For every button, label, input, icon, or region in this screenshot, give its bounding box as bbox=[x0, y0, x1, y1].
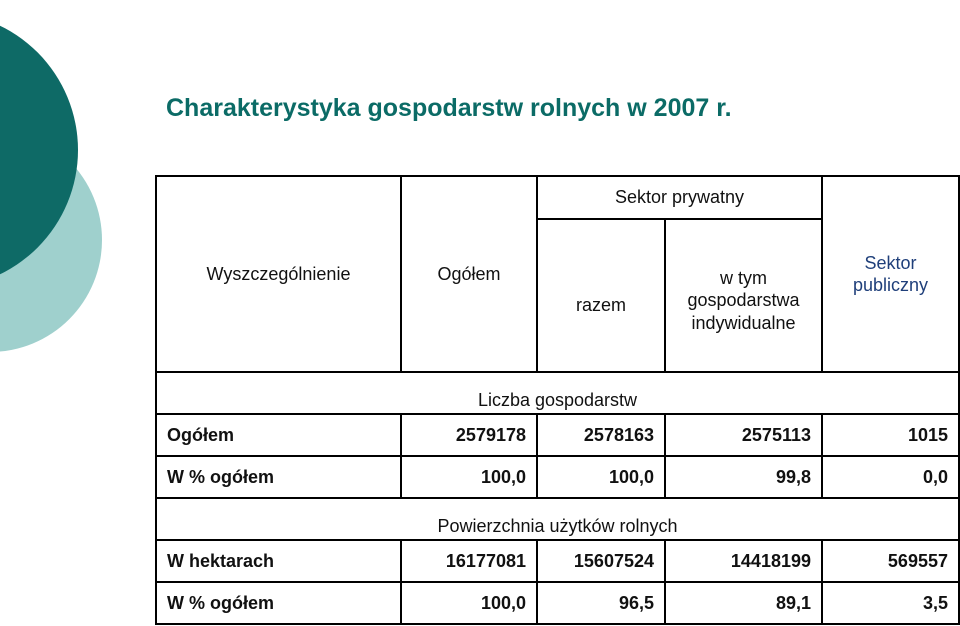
cell-publiczny: 3,5 bbox=[822, 582, 959, 624]
cell-publiczny: 1015 bbox=[822, 414, 959, 456]
cell-indywidualne: 89,1 bbox=[665, 582, 822, 624]
row-label: Ogółem bbox=[156, 414, 401, 456]
header-w-tym-gospodarstwa-indywidualne bbox=[665, 219, 822, 372]
header-w-tym-text: w tym gospodarstwa indywidualne bbox=[687, 267, 800, 333]
table-row bbox=[156, 582, 959, 624]
header-sektor-prywatny: Sektor prywatny bbox=[537, 176, 822, 219]
cell-publiczny: 569557 bbox=[822, 540, 959, 582]
cell-ogolem: 100,0 bbox=[401, 456, 537, 498]
cell-indywidualne: 2575113 bbox=[665, 414, 822, 456]
row-label: W % ogółem bbox=[156, 456, 401, 498]
header-sektor-publiczny bbox=[822, 176, 959, 372]
cell-razem: 15607524 bbox=[537, 540, 665, 582]
header-razem: razem bbox=[537, 219, 665, 372]
table-row bbox=[156, 540, 959, 582]
header-wyszczegolnienie: Wyszczególnienie bbox=[156, 176, 401, 372]
header-sektor-publiczny-text: Sektor publiczny bbox=[852, 252, 929, 295]
cell-indywidualne: 99,8 bbox=[665, 456, 822, 498]
cell-ogolem: 2579178 bbox=[401, 414, 537, 456]
farm-statistics-table bbox=[155, 175, 960, 625]
cell-ogolem: 100,0 bbox=[401, 582, 537, 624]
cell-razem: 2578163 bbox=[537, 414, 665, 456]
row-label: W % ogółem bbox=[156, 582, 401, 624]
cell-razem: 96,5 bbox=[537, 582, 665, 624]
decorative-circles bbox=[0, 0, 110, 380]
cell-indywidualne: 14418199 bbox=[665, 540, 822, 582]
table-row bbox=[156, 456, 959, 498]
page-title: Charakterystyka gospodarstw rolnych w 2007 r. bbox=[166, 94, 732, 122]
header-ogolem: Ogółem bbox=[401, 176, 537, 372]
cell-ogolem: 16177081 bbox=[401, 540, 537, 582]
table-row bbox=[156, 414, 959, 456]
section-powierzchnia-uzytkow-rolnych: Powierzchnia użytków rolnych bbox=[156, 498, 959, 540]
section-liczba-gospodarstw: Liczba gospodarstw bbox=[156, 372, 959, 414]
row-label: W hektarach bbox=[156, 540, 401, 582]
cell-razem: 100,0 bbox=[537, 456, 665, 498]
cell-publiczny: 0,0 bbox=[822, 456, 959, 498]
